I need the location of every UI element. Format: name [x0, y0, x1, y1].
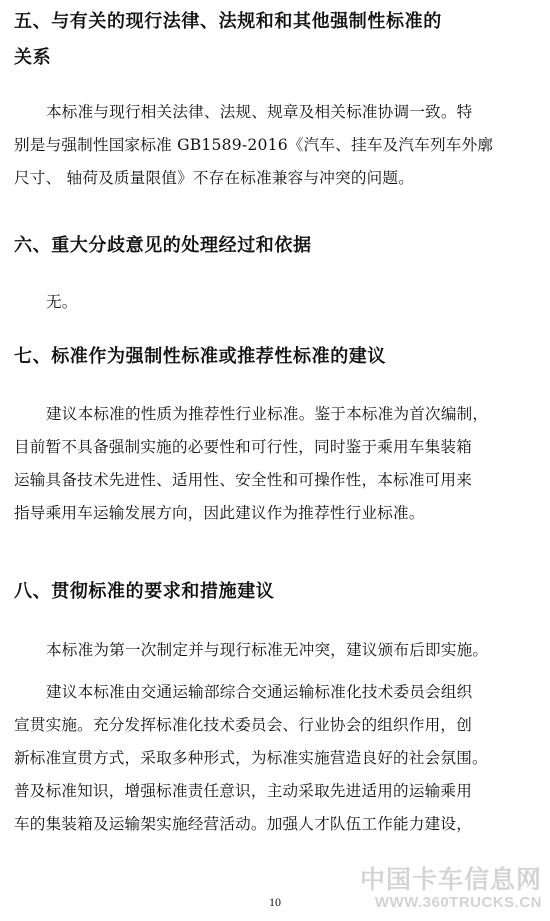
paragraph-line: 运输具备技术先进性、适用性、安全性和可操作性，本标准可用来	[14, 471, 473, 489]
paragraph-line: 普及标准知识，增强标准责任意识，主动采取先进适用的运输乘用	[14, 782, 473, 800]
paragraph-line: 建议本标准由交通运输部综合交通运输标准化技术委员会组织	[46, 683, 473, 701]
section-8-heading	[14, 574, 534, 610]
paragraph-line: 指导乘用车运输发展方向，因此建议作为推荐性行业标准。	[14, 504, 425, 522]
paragraph-line: 别是与强制性国家标准 GB1589-2016《汽车、挂车及汽车列车外廓	[14, 136, 494, 154]
paragraph-line: 车的集装箱及运输架实施经营活动。加强人才队伍工作能力建设，	[14, 815, 473, 833]
heading-line: 五、与有关的现行法律、法规和和其他强制性标准的	[14, 11, 442, 32]
paragraph-line: 无。	[46, 293, 78, 311]
site-watermark	[360, 866, 542, 912]
page-number: 10	[269, 895, 281, 909]
heading-line: 七、标准作为强制性标准或推荐性标准的建议	[14, 346, 386, 367]
paragraph-line: 本标准与现行相关法律、法规、规章及相关标准协调一致。特	[46, 103, 473, 121]
section-8-paragraph-2	[14, 676, 536, 841]
section-7-heading	[14, 339, 534, 375]
watermark-name: 中国卡车信息网	[359, 865, 542, 894]
paragraph-line: 新标准宣贯方式，采取多种形式，为标准实施营造良好的社会氛围。	[14, 749, 488, 767]
heading-line: 关系	[14, 47, 52, 68]
paragraph-line: 目前暂不具备强制实施的必要性和可行性，同时鉴于乘用车集装箱	[14, 438, 473, 456]
paragraph-line: 建议本标准的性质为推荐性行业标准。鉴于本标准为首次编制，	[46, 405, 489, 423]
heading-line: 八、贯彻标准的要求和措施建议	[14, 581, 275, 602]
section-6-paragraph	[14, 286, 536, 319]
section-5-paragraph	[14, 96, 536, 195]
section-6-heading	[14, 228, 534, 264]
section-7-paragraph	[14, 398, 536, 530]
watermark-url: WWW.360TRUCKS.CN	[374, 894, 542, 911]
section-5-heading	[14, 4, 534, 76]
paragraph-line: 宣贯实施。充分发挥标准化技术委员会、行业协会的组织作用，创	[14, 716, 473, 734]
paragraph-line: 尺寸、 轴荷及质量限值》不存在标准兼容与冲突的问题。	[14, 169, 415, 187]
heading-line: 六、重大分歧意见的处理经过和依据	[14, 235, 312, 256]
section-8-paragraph-1	[14, 634, 536, 667]
paragraph-line: 本标准为第一次制定并与现行标准无冲突，建议颁布后即实施。	[46, 641, 489, 659]
